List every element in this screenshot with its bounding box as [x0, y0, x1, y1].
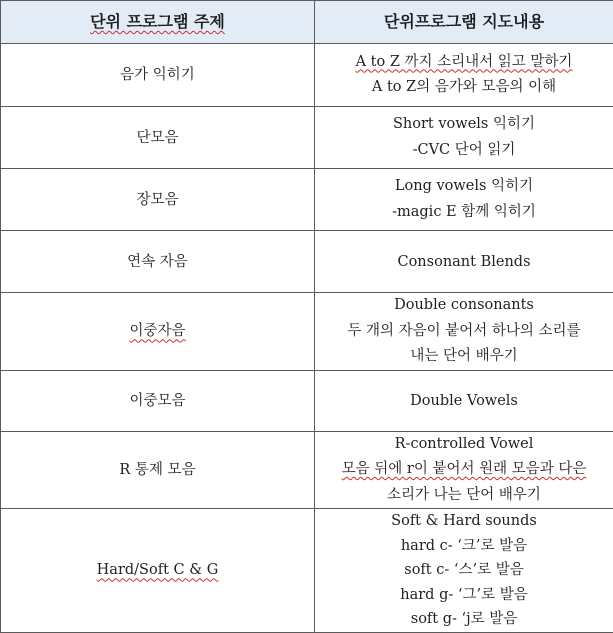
content-line: -magic E 함께 익히기 [319, 200, 609, 226]
table-row [1, 169, 613, 231]
row-content [315, 169, 613, 231]
table-row [1, 231, 613, 293]
content-line: hard g- ‘그’로 발음 [319, 583, 609, 608]
table-row [1, 44, 613, 107]
content-line: Short vowels 익히기 [319, 112, 609, 138]
content-line: -CVC 단어 읽기 [319, 138, 609, 164]
content-line: Double consonants [319, 293, 609, 319]
table-row [1, 293, 613, 371]
row-topic: Hard/Soft C & G [1, 509, 315, 633]
content-line: soft c- ‘스’로 발음 [319, 558, 609, 583]
content-line: hard c- ‘크’로 발음 [319, 534, 609, 559]
table-row [1, 509, 613, 633]
header-topic: 단위 프로그램 주제 [1, 1, 315, 44]
header-row [1, 1, 613, 44]
content-line: 내는 단어 배우기 [319, 344, 609, 370]
content-line: Long vowels 익히기 [319, 174, 609, 200]
row-topic: 단모음 [1, 107, 315, 169]
table-row [1, 431, 613, 509]
content-line: A to Z의 음가와 모음의 이해 [319, 75, 609, 101]
content-line: 소리가 나는 단어 배우기 [319, 483, 609, 509]
content-line: R-controlled Vowel [319, 432, 609, 458]
row-content [315, 231, 613, 293]
row-content [315, 293, 613, 371]
row-topic: 이중모음 [1, 370, 315, 431]
content-line: Consonant Blends [319, 249, 609, 275]
table-row [1, 107, 613, 169]
row-content [315, 44, 613, 107]
row-content [315, 431, 613, 509]
content-line: Soft & Hard sounds [319, 509, 609, 534]
row-topic: 음가 익히기 [1, 44, 315, 107]
content-line: 모음 뒤에 r이 붙어서 원래 모음과 다은 [319, 457, 609, 483]
content-line: A to Z 까지 소리내서 읽고 말하기 [319, 50, 609, 76]
row-content [315, 370, 613, 431]
row-content [315, 509, 613, 633]
table-row [1, 370, 613, 431]
header-content: 단위프로그램 지도내용 [315, 1, 613, 44]
row-topic: 장모음 [1, 169, 315, 231]
content-line: Double Vowels [319, 388, 609, 414]
row-topic: R 통제 모음 [1, 431, 315, 509]
content-line: 두 개의 자음이 붙어서 하나의 소리를 [319, 319, 609, 345]
row-topic: 이중자음 [1, 293, 315, 371]
row-content [315, 107, 613, 169]
content-line: soft g- ‘j로 발음 [319, 607, 609, 632]
row-topic: 연속 자음 [1, 231, 315, 293]
